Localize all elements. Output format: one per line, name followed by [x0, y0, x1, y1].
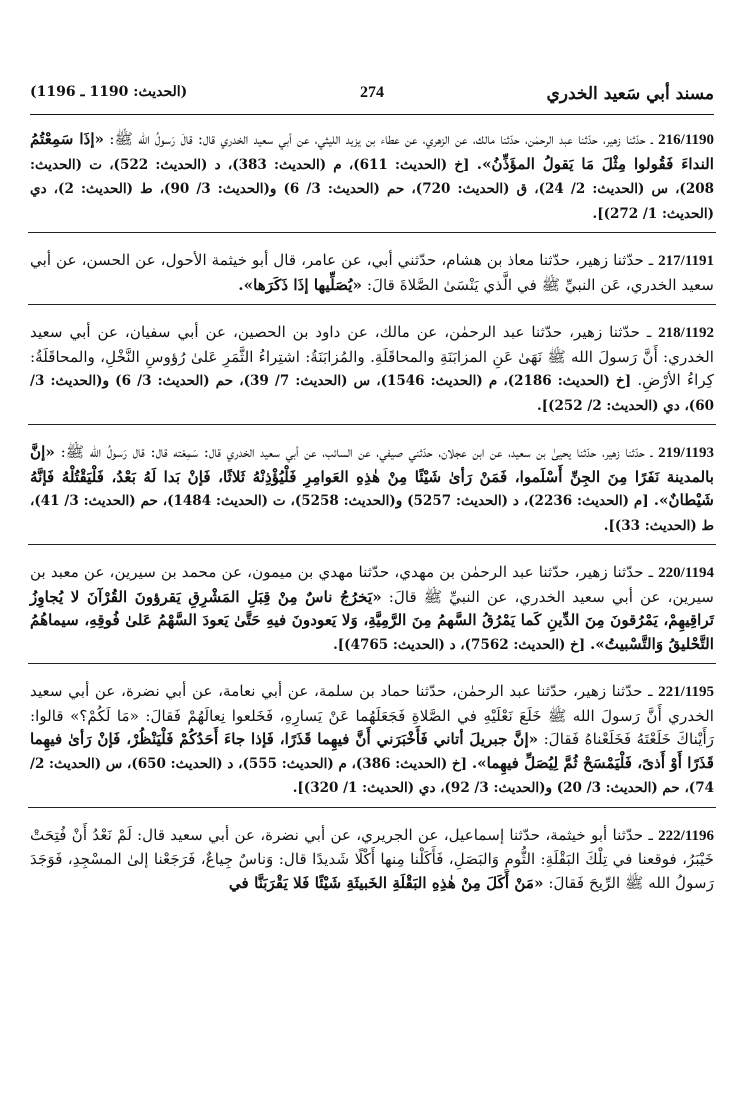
- hadith-references: [خ (الحديث: 2186)، م (الحديث: 1546)، س (الحديث: 7/ 39)، حم (الحديث: 3/ 6) و(الحديث: 3/ 60)، دي (الحديث: 2/ 252)].: [30, 373, 714, 414]
- book-title: مسند أبي سَعيد الخدري: [546, 84, 714, 104]
- hadith-number: 216/1190: [658, 132, 715, 148]
- hadith-matn: «يُصَلِّيها إذَا ذَكَرَها».: [238, 275, 362, 294]
- hadith-entry: [28, 122, 716, 233]
- hadith-references: [م (الحديث: 2236)، د (الحديث: 5257) و(الحديث: 5258)، ت (الحديث: 1484)، حم (الحديث: 3/ 41)، ط (الحديث: 33)].: [30, 493, 714, 534]
- hadith-entry: [28, 818, 716, 903]
- hadith-entry: [28, 435, 716, 545]
- hadith-isnad: ـ حدّثنا زهير، حدّثنا يحيىٰ بن سعيد، عن ابن عجلان، حدّثني صيفي، عن السائب، عن أبي سعيد الخدري قال: سَمِعْته قال: قال رَسولُ الله ﷺ:: [60, 443, 653, 461]
- hadith-number: 220/1194: [658, 565, 714, 581]
- hadith-matn: «إذَا سَمِعْتُمُ النداءَ فَقُولوا مِثْلَ مَا يَقولُ المؤَذِّنُ».: [30, 130, 715, 173]
- page-number: 274: [360, 84, 384, 101]
- hadith-range: (الحديث: 1190 ـ 1196): [30, 84, 188, 100]
- hadith-number: 222/1196: [658, 827, 715, 844]
- hadith-number: 221/1195: [658, 684, 715, 700]
- hadith-matn: «مَنْ أَكَلَ مِنْ هٰذِهِ البَقْلَةِ الخَبيثَةِ شَيْئًا فَلا يَقْرَبَنَّا في: [228, 873, 544, 892]
- hadith-isnad: ـ حدّثنا زهير، حدّثنا عبد الرحمٰن، عن مالك، عن داود بن الحصين، عن أبي سفيان، عن أبي سعيد الخدري: أَنَّ رَسولَ الله ﷺ نَهَىٰ عَنِ المزابَنَةِ والمحاقَلَةِ. والمُزابَنَةُ: اشتِراءُ الثَّمَرِ عَلىٰ رُؤوسِ النَّخْلِ، والمحاقَلَةُ: كِراءُ الأرْضِ.: [30, 323, 714, 389]
- hadith-number: 217/1191: [658, 253, 714, 269]
- hadith-isnad: ـ حدّثنا زهير، حدّثنا عبد الرحمٰن، حدّثنا حماد بن سلمة، عن أبي نعامة، عن أبي نضرة، عن أبي سعيد الخدري أَنَّ رَسولَ الله ﷺ خَلَعَ نَعْلَيْهِ في الصَّلاةِ فَجَعَلَهُما عَنْ يَسارِهِ، فَخَلعوا نِعالَهُمْ فَقالَ: «مَا لَكُمْ؟» قالوا: رَأَيْناكَ خَلَعْتَهُ فَخَلَعْناهُ فَقالَ:: [30, 682, 714, 748]
- hadith-entry: [28, 555, 716, 664]
- hadith-matn: «يَخرُجُ ناسٌ مِنْ قِبَلِ المَشْرِقِ يَقرؤونَ القُرْآنَ لا يُجاوِزُ تَراقِيهِمْ، يَمْرُقونَ مِنَ الدِّينِ كَما يَمْرُقُ السَّهمُ مِنَ الرَّمِيَّةِ، وَلا يَعودونَ فيهِ حَتَّىٰ يَعودَ السَّهْمُ عَلىٰ فُوقِهِ، سيماهُمُ التَّحْليقُ وَالتَّسْبيتُ».: [30, 587, 714, 653]
- hadith-list: [28, 122, 716, 912]
- hadith-entry: [28, 315, 716, 425]
- hadith-number: 218/1192: [658, 325, 714, 341]
- hadith-number: 219/1193: [658, 445, 715, 461]
- hadith-matn: «إنَّ جبريلَ أتاني فَأَخْبَرَني أَنَّ فيهِما قَذَرًا، فَإذا جاءَ أَحَدُكُمْ فَلْيَنْظُرْ، فَإنْ رَأىٰ فيهِما قَذَرًا أَوْ أَذىً، فَلْيَمْسَحْ ثُمَّ لِيُصَلِّ فيهِما».: [30, 730, 714, 772]
- hadith-references: [خ (الحديث: 611)، م (الحديث: 383)، د (الحديث: 522)، ت (الحديث: 208)، س (الحديث: 2/ 24)، ق (الحديث: 720)، حم (الحديث: 3/ 6) و(الحديث: 3/ 90)، ط (الحديث: 2)، دي (الحديث: 1/ 272)].: [30, 156, 714, 222]
- hadith-isnad: ـ حدّثنا زهير، حدّثنا عبد الرحمٰن، حدّثنا مالك، عن الزهري، عن عطاء بن يزيد الليثي، عن أبي سعيد الخدري قال: قالَ رَسولُ الله ﷺ:: [109, 130, 653, 148]
- hadith-entry: [28, 243, 716, 305]
- page-header: [30, 80, 714, 115]
- hadith-entry: [28, 674, 716, 808]
- hadith-isnad: ـ حدّثنا زهير، حدّثنا معاذ بن هشام، حدّثني أبي، عن عامر، قال أبو خيثمة الأحول، عن الحسن، عن أبي سعيد الخدري، عَن النبيِّ ﷺ في الَّذي يَنْسَىٰ الصَّلاةَ قالَ:: [30, 251, 714, 294]
- hadith-isnad: ـ حدّثنا أبو خيثمة، حدّثنا إسماعيل، عن الجريري، عن أبي نضرة، عن أبي سعيد قال: لَمْ نَعْدُ أَنْ فُتِحَتْ خَيْبَرُ، فوقعنا في تِلْكَ البَقْلَةِ: الثُّومِ وَالبَصَلِ، فَأَكَلْنا مِنها أَكْلًا شَديدًا قال: وَناسٌ جِياعٌ، فَرَجَعْنا إلىٰ المسْجِدِ، فَوَجَدَ رَسولُ الله ﷺ الرِّيحَ فَقالَ:: [30, 825, 714, 892]
- hadith-matn: «إنَّ بالمدينة نَفَرًا مِنَ الجِنِّ أَسْلَموا، فَمَنْ رَأىٰ شَيْئًا مِنْ هٰذِهِ العَوامِرِ فَلْيُؤْذِنْهُ ثَلاثًا، فَإنْ بَدا لَهُ بَعْدُ، فَلْيَقْتُلْهُ فَإنَّهُ شَيْطانٌ».: [30, 443, 715, 509]
- hadith-isnad: ـ حدّثنا زهير، حدّثنا عبد الرحمٰن بن مهدي، حدّثنا مهدي بن ميمون، عن محمد بن سيرين، عن معبد بن سيرين، عن أبي سعيد الخدري، عن النبيِّ ﷺ قالَ:: [30, 563, 715, 606]
- hadith-references: [خ (الحديث: 386)، م (الحديث: 555)، د (الحديث: 650)، س (الحديث: 2/ 74)، حم (الحديث: 3/ 20) و(الحديث: 3/ 92)، دي (الحديث: 1/ 320)].: [30, 755, 714, 796]
- hadith-references: [خ (الحديث: 7562)، د (الحديث: 4765)].: [333, 636, 586, 653]
